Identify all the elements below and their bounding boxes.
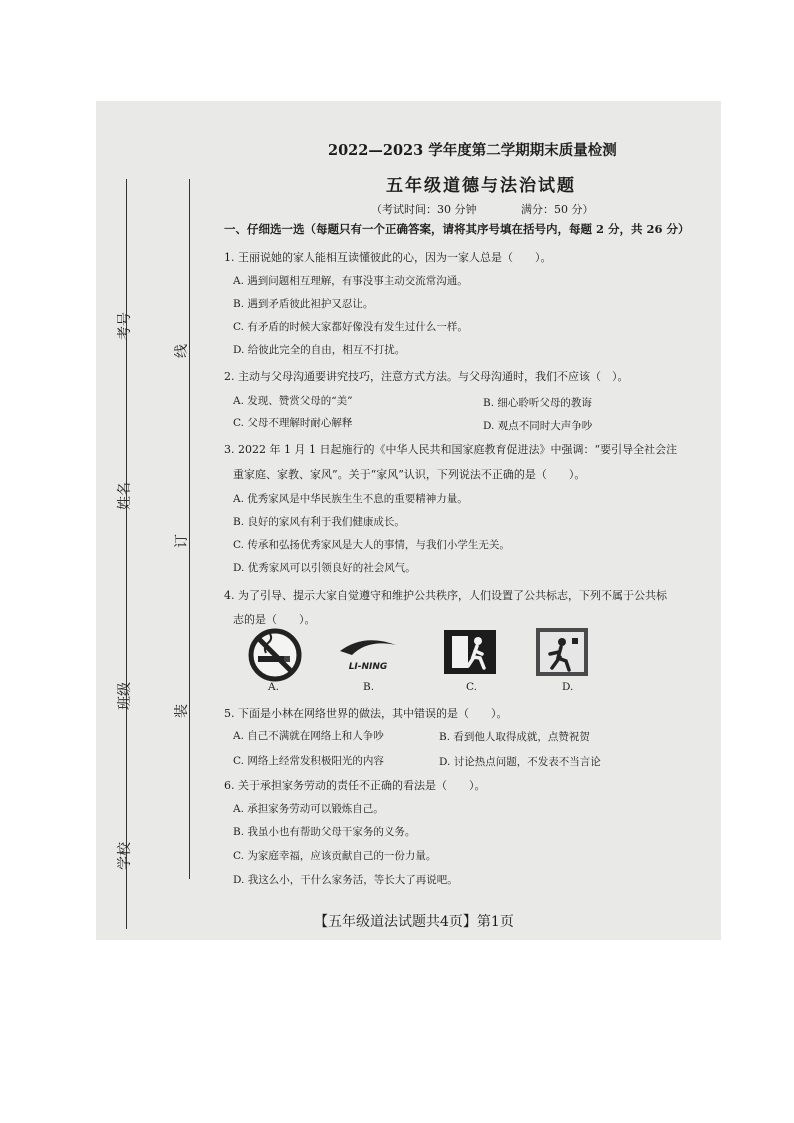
li-ning-logo: [334, 633, 402, 677]
binding-mark-ding: 订: [174, 534, 190, 548]
binding-line-right: [189, 179, 190, 879]
q5-stem: 5. 下面是小林在网络世界的做法，其中错误的是（ ）。: [224, 707, 508, 720]
no-smoking-icon: [244, 628, 306, 682]
q6-stem: 6. 关于承担家务劳动的责任不正确的看法是（ ）。: [224, 779, 486, 792]
q5-option-b: B. 看到他人取得成就，点赞祝贺: [439, 731, 590, 743]
q3-option-a: A. 优秀家风是中华民族生生不息的重要精神力量。: [233, 493, 468, 505]
exam-title: 2022—2023 学年度第二学期期末质量检测: [328, 142, 617, 159]
q3-option-d: D. 优秀家风可以引领良好的社会风气。: [233, 562, 416, 574]
q4-stem-line2: 志的是（ ）。: [233, 613, 316, 626]
name-label: 姓名: [117, 482, 133, 510]
school-label: 学校: [117, 842, 133, 870]
exam-time: （考试时间：30 分钟: [371, 203, 477, 216]
q3-stem-line1: 3. 2022 年 1 月 1 日起施行的《中华人民共和国家庭教育促进法》中强调：“要引导全社会注: [224, 443, 678, 456]
exam-subtitle: 五年级道德与法治试题: [386, 176, 576, 196]
q6-option-c: C. 为家庭幸福，应该贡献自己的一份力量。: [233, 850, 437, 862]
li-ning-wordmark: LI-NING: [348, 662, 388, 672]
q6-option-a: A. 承担家务劳动可以锻炼自己。: [233, 803, 384, 815]
emergency-exit-icon: [444, 630, 496, 674]
q2-option-b: B. 细心聆听父母的教诲: [483, 397, 592, 409]
binding-mark-zhuang: 装: [174, 704, 190, 718]
q1-option-d: D. 给彼此完全的自由，相互不打扰。: [233, 344, 406, 356]
exam-score: 满分：50 分）: [521, 203, 594, 216]
q5-option-d: D. 讨论热点问题，不发表不当言论: [439, 756, 601, 768]
class-label: 班级: [117, 682, 133, 710]
section1-header: 一、仔细选一选（每题只有一个正确答案，请将其序号填在括号内，每题 2 分，共 26 分）: [224, 222, 690, 236]
q5-option-c: C. 网络上经常发积极阳光的内容: [233, 755, 384, 767]
sign-a-label: A.: [268, 681, 279, 693]
q2-stem: 2. 主动与父母沟通要讲究技巧，注意方式方法。与父母沟通时，我们不应该（ ）。: [224, 370, 629, 383]
q5-option-a: A. 自己不满就在网络上和人争吵: [233, 730, 384, 742]
q2-option-c: C. 父母不理解时耐心解释: [233, 417, 353, 429]
scanned-exam-page: [96, 101, 721, 940]
q1-option-a: A. 遇到问题相互理解，有事没事主动交流常沟通。: [233, 275, 468, 287]
q6-option-d: D. 我这么小，干什么家务活，等长大了再说吧。: [233, 874, 458, 886]
sign-d-label: D.: [562, 681, 574, 693]
exam-no-label: 考号: [117, 312, 133, 340]
sign-c-label: C.: [466, 681, 477, 693]
q3-option-c: C. 传承和弘扬优秀家风是大人的事情，与我们小学生无关。: [233, 539, 510, 551]
binding-line-left: [126, 179, 127, 929]
q3-stem-line2: 重家庭、家教、家风”。关于“家风”认识，下列说法不正确的是（ ）。: [233, 468, 586, 481]
q3-option-b: B. 良好的家风有利于我们健康成长。: [233, 516, 405, 528]
page-footer: 【五年级道法试题共4页】第1页: [314, 914, 514, 930]
q1-option-c: C. 有矛盾的时候大家都好像没有发生过什么一样。: [233, 321, 468, 333]
q4-stem-line1: 4. 为了引导、提示大家自觉遵守和维护公共秩序，人们设置了公共标志，下列不属于公共标: [224, 589, 667, 602]
q2-option-a: A. 发现、赞赏父母的“美”: [233, 395, 353, 407]
q2-option-d: D. 观点不同时大声争吵: [483, 420, 593, 432]
q1-stem: 1. 王丽说她的家人能相互读懂彼此的心，因为一家人总是（ ）。: [224, 251, 552, 264]
q6-option-b: B. 我虽小也有帮助父母干家务的义务。: [233, 826, 416, 838]
binding-mark-xian: 线: [174, 344, 190, 358]
sign-b-label: B.: [363, 681, 375, 693]
caution-icon: [536, 628, 588, 676]
q1-option-b: B. 遇到矛盾彼此袒护又忍让。: [233, 298, 374, 310]
